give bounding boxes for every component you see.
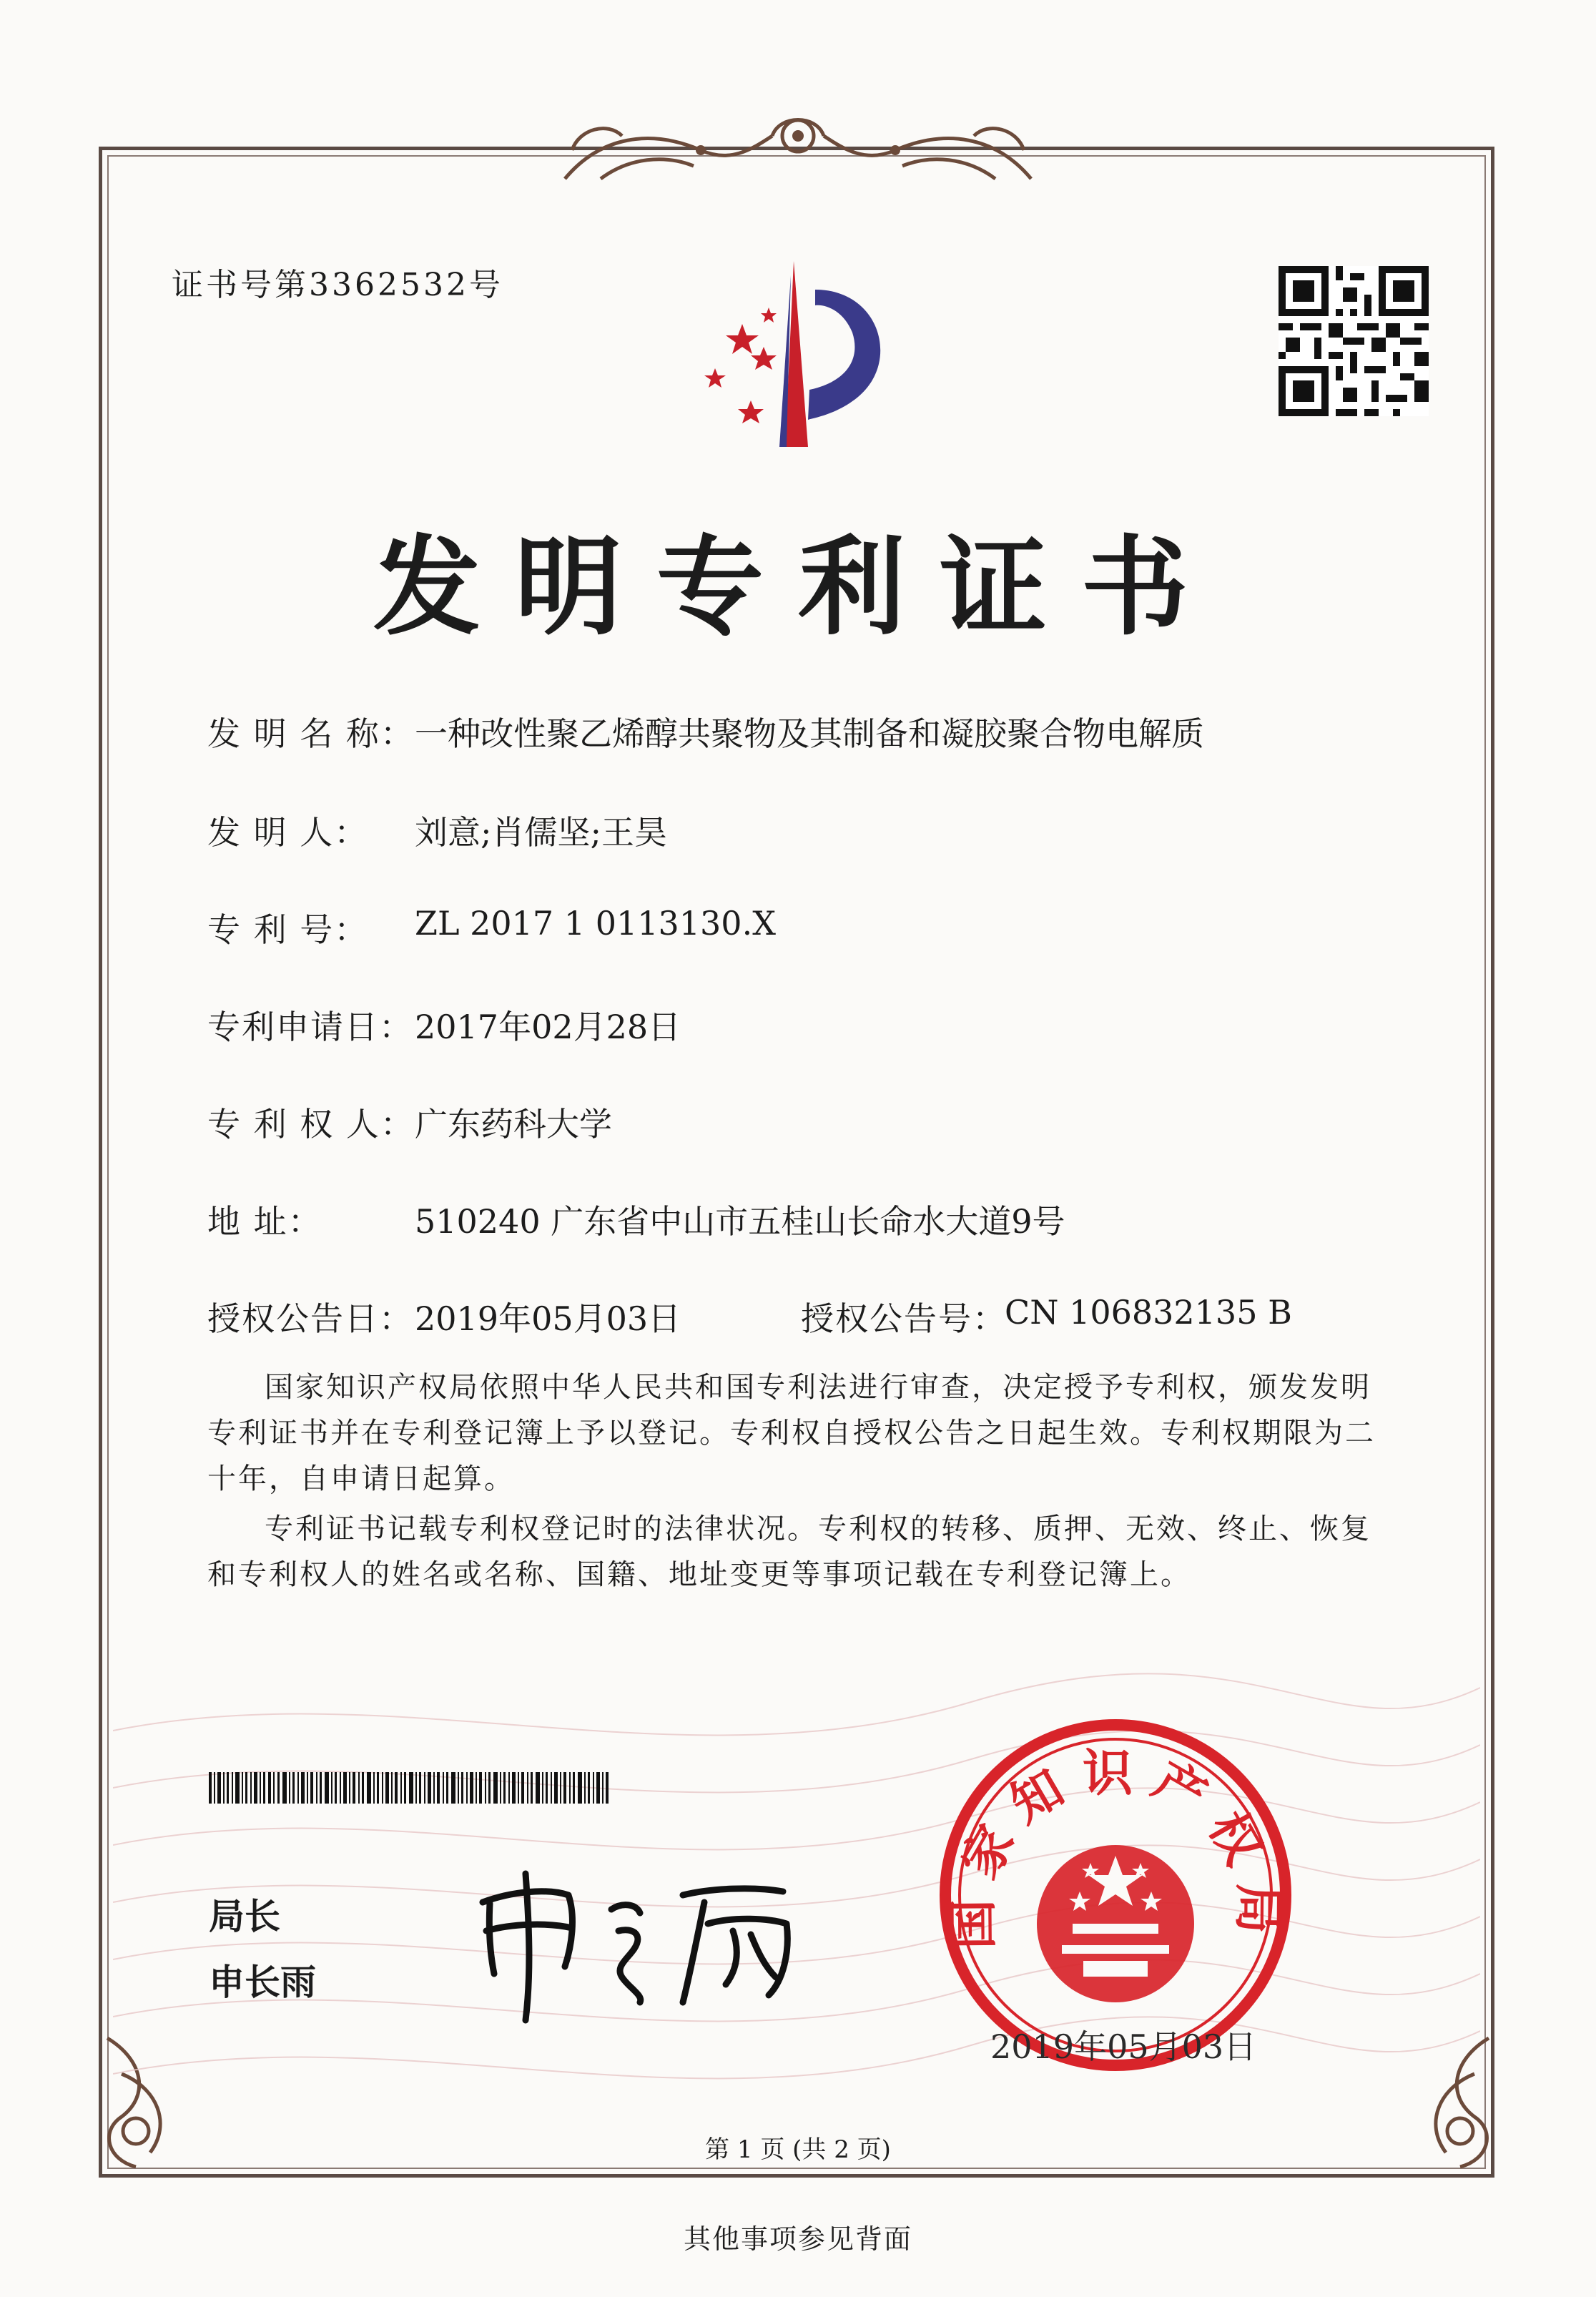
grant-date: 2019年05月03日 [415,1299,681,1338]
signatory-name: 申长雨 [209,1962,316,2003]
cnipa-logo [665,261,908,454]
certificate-title: 发明专利证书 [373,526,1223,650]
patent-no-label: 专 利 号： [207,910,369,949]
seal-text: 国家知识产权局 [943,1743,1288,1950]
seal-date: 2019年05月03日 [990,2027,1257,2066]
patentee-label: 专 利 权 人： [207,1105,415,1143]
inventors: 刘意;肖儒坚;王昊 [415,813,667,852]
invention-name-label: 发 明 名 称： [207,714,415,753]
barcode [209,1772,609,1804]
handwritten-signature [468,1852,804,2024]
legal-paragraph-1: 国家知识产权局依照中华人民共和国专利法进行审查，决定授予专利权，颁发发明专利证书并在专利登记簿上予以登记。专利权自授权公告之日起生效。专利权期限为二十年，自申请日起算。 [207,1371,1376,1495]
application-date: 2017年02月28日 [415,1008,681,1046]
certificate-number: 证书号第3362532号 [172,267,503,303]
grant-date-label: 授权公告日： [207,1299,413,1338]
application-date-label: 专利申请日： [207,1008,413,1046]
patentee: 广东药科大学 [415,1105,612,1143]
signatory-title: 局长 [209,1896,280,1937]
qr-code [1279,266,1429,416]
patent-no: ZL 2017 1 0113130.X [415,904,776,943]
invention-name: 一种改性聚乙烯醇共聚物及其制备和凝胶聚合物电解质 [415,714,1204,753]
grant-no-label: 授权公告号： [801,1299,1007,1338]
inventor-label: 发 明 人： [207,813,369,852]
address-label: 地 址： [207,1202,322,1241]
footer-note: 其他事项参见背面 [683,2223,912,2255]
top-ornament [558,107,1038,193]
page-info: 第 1 页 (共 2 页) [705,2135,891,2164]
legal-paragraph-2: 专利证书记载专利权登记时的法律状况。专利权的转移、质押、无效、终止、恢复和专利权人的姓名或名称、国籍、地址变更等事项记载在专利登记簿上。 [207,1513,1371,1591]
address: 510240 广东省中山市五桂山长命水大道9号 [415,1202,1065,1241]
grant-no: CN 106832135 B [1005,1293,1292,1332]
